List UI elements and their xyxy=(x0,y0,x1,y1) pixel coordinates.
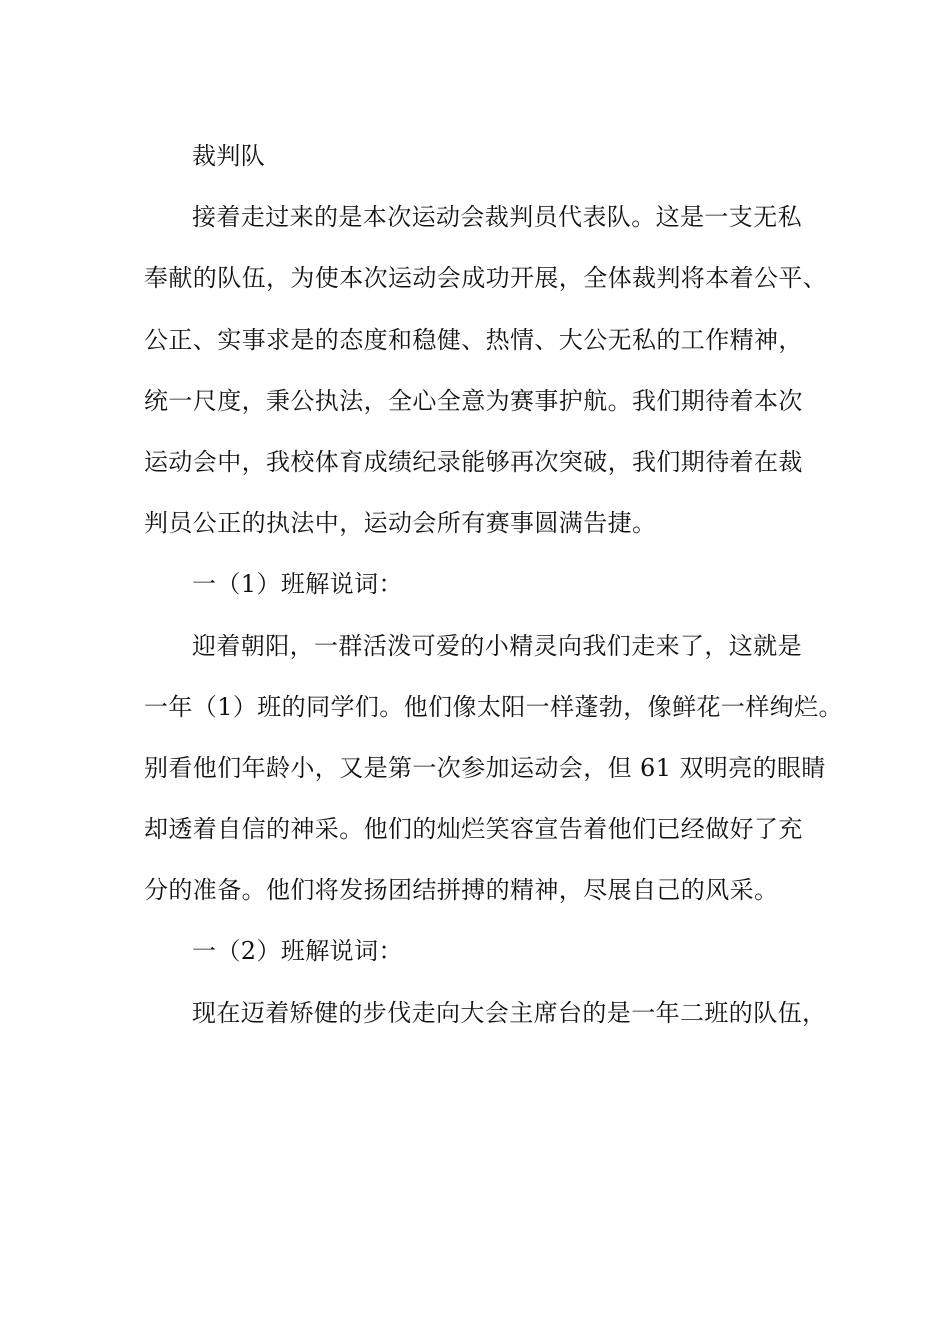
section-heading-class-2: 一（2）班解说词： xyxy=(192,937,403,966)
paragraph-line: 奉献的队伍，为使本次运动会成功开展，全体裁判将本着公平、 xyxy=(144,264,828,293)
section-heading-class-1: 一（1）班解说词： xyxy=(192,570,403,599)
paragraph-line: 分的准备。他们将发扬团结拼搏的精神，尽展自己的风采。 xyxy=(144,876,779,905)
section-heading-referees: 裁判队 xyxy=(192,142,266,170)
paragraph-line: 别看他们年龄小，又是第一次参加运动会，但 61 双明亮的眼睛 xyxy=(144,753,826,782)
document-body xyxy=(144,126,843,1044)
paragraph-line: 接着走过来的是本次运动会裁判员代表队。这是一支无私 xyxy=(192,203,802,232)
paragraph-line: 却透着自信的神采。他们的灿烂笑容宣告着他们已经做好了充 xyxy=(144,815,803,844)
paragraph-line: 判员公正的执法中，运动会所有赛事圆满告捷。 xyxy=(144,509,657,538)
paragraph-line: 公正、实事求是的态度和稳健、热情、大公无私的工作精神， xyxy=(144,325,803,354)
paragraph-line: 运动会中，我校体育成绩纪录能够再次突破，我们期待着在裁 xyxy=(144,447,803,476)
paragraph-line: 现在迈着矫健的步伐走向大会主席台的是一年二班的队伍， xyxy=(192,998,827,1027)
paragraph-line: 一年（1）班的同学们。他们像太阳一样蓬勃，像鲜花一样绚烂。 xyxy=(144,692,843,721)
paragraph-line: 迎着朝阳，一群活泼可爱的小精灵向我们走来了，这就是 xyxy=(192,631,802,660)
paragraph-line: 统一尺度，秉公执法，全心全意为赛事护航。我们期待着本次 xyxy=(144,386,803,415)
